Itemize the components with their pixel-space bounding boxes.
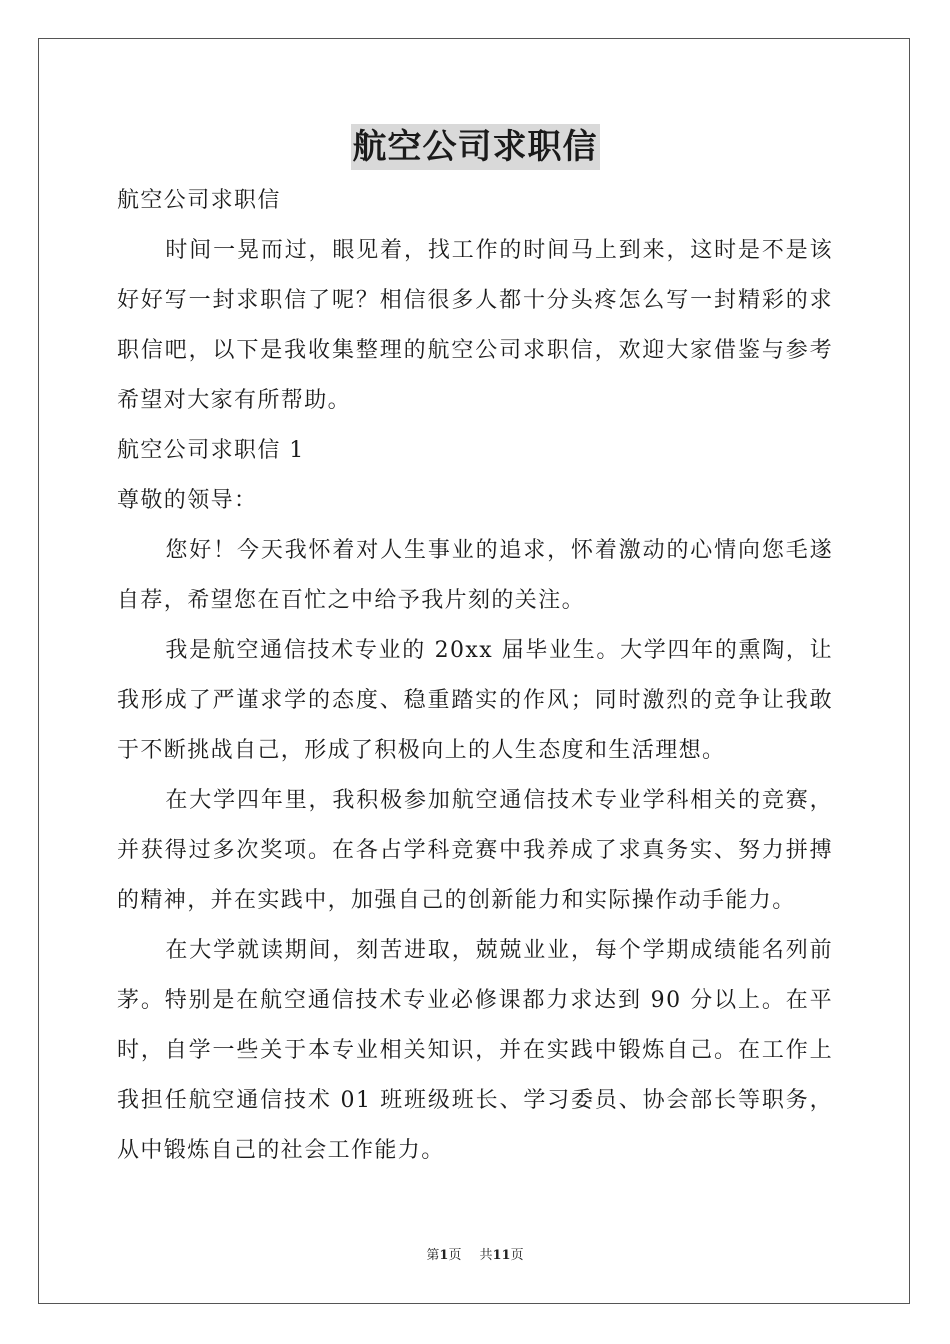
page-number-current: 1 [439, 1248, 449, 1263]
document-body [117, 176, 833, 1176]
paragraph-studies: 在大学就读期间，刻苦进取，兢兢业业，每个学期成绩能名列前茅。特别是在航空通信技术专业必修课都力求达到 90 分以上。在平时，自学一些关于本专业相关知识，并在实践中锻炼自己。在工作上我担任航空通信技术 01 班班级班长、学习委员、协会部长等职务，从中锻炼自己的社会工作能力。 [117, 938, 833, 1163]
paragraph-subtitle: 航空公司求职信 [117, 188, 281, 213]
page-number-prefix: 第 [426, 1248, 440, 1263]
paragraph-background: 我是航空通信技术专业的 20xx 届毕业生。大学四年的熏陶，让我形成了严谨求学的态度、稳重踏实的作风；同时激烈的竞争让我敢于不断挑战自己，形成了积极向上的人生态度和生活理想。 [117, 638, 833, 763]
paragraph-heading-letter-1: 航空公司求职信 1 [117, 438, 305, 463]
page-footer [0, 1246, 950, 1266]
page-total-suffix: 页 [510, 1248, 524, 1263]
paragraph-competitions: 在大学四年里，我积极参加航空通信技术专业学科相关的竞赛，并获得过多次奖项。在各占学科竞赛中我养成了求真务实、努力拼搏的精神，并在实践中，加强自己的创新能力和实际操作动手能力。 [117, 788, 833, 913]
page-number-total: 11 [492, 1248, 511, 1263]
paragraph-intro: 时间一晃而过，眼见着，找工作的时间马上到来，这时是不是该好好写一封求职信了呢？相信很多人都十分头疼怎么写一封精彩的求职信吧，以下是我收集整理的航空公司求职信，欢迎大家借鉴与参考希望对大家有所帮助。 [117, 238, 833, 413]
paragraph-salutation: 尊敬的领导： [117, 488, 258, 513]
title-container [0, 124, 950, 170]
document-title: 航空公司求职信 [351, 124, 600, 170]
page-total-prefix: 共 [479, 1248, 493, 1263]
page-number-suffix: 页 [448, 1248, 462, 1263]
paragraph-greeting: 您好！今天我怀着对人生事业的追求，怀着激动的心情向您毛遂自荐，希望您在百忙之中给予我片刻的关注。 [117, 538, 833, 613]
